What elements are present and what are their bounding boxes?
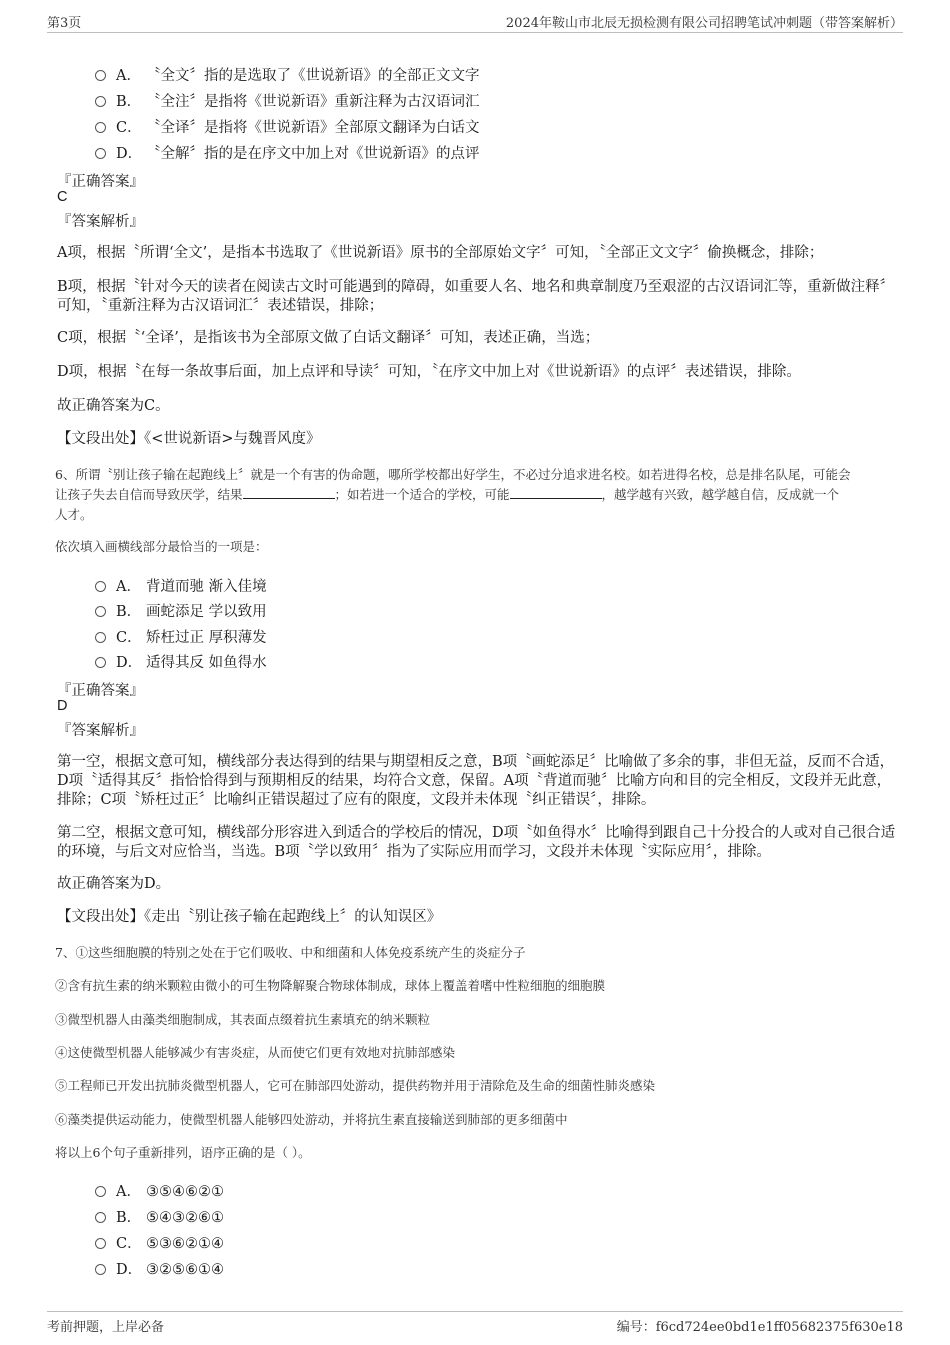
stem-text: 让孩子失去自信而导致厌学，结果: [55, 487, 243, 502]
radio-icon[interactable]: [95, 1238, 106, 1249]
radio-icon[interactable]: [95, 581, 106, 592]
stem-line: 人才。: [55, 507, 93, 522]
q6-option-c[interactable]: [95, 626, 267, 648]
option-text: 画蛇添足 学以致用: [146, 604, 267, 620]
option-letter: A．: [116, 1184, 141, 1200]
option-letter: A．: [116, 68, 141, 84]
q6-option-a[interactable]: [95, 575, 267, 597]
radio-icon[interactable]: [95, 122, 106, 133]
option-text: 矫枉过正 厚积薄发: [146, 630, 267, 646]
analysis-conclusion: 故正确答案为D。: [57, 876, 171, 892]
option-text: 〝全文〞指的是选取了《世说新语》的全部正文文字: [146, 68, 480, 84]
source-citation: 【文段出处】《走出〝别让孩子输在起跑线上〞的认知误区》: [57, 909, 442, 925]
option-letter: C．: [116, 630, 142, 646]
option-text: ⑤③⑥②①④: [146, 1236, 224, 1252]
q6-option-b[interactable]: [95, 600, 267, 622]
page-header: [47, 10, 903, 33]
option-text: ③⑤④⑥②①: [146, 1184, 224, 1200]
q7-option-a[interactable]: [95, 1180, 224, 1202]
answer-label: 『正确答案』: [57, 683, 144, 699]
option-letter: B．: [116, 94, 142, 110]
footer-slogan: 考前押题，上岸必备: [47, 1320, 165, 1335]
q7-option-d[interactable]: [95, 1258, 224, 1280]
document-id: 编号：f6cd724ee0bd1e1ff05682375f630e18: [616, 1320, 903, 1335]
analysis-paragraph: D项，根据〝在每一条故事后面，加上点评和导读〞可知，〝在序文中加上对《世说新语》的点评〞表述错误，排除。: [57, 364, 801, 380]
q7-sentence: ④这使微型机器人能够减少有害炎症，从而使它们更有效地对抗肺部感染: [55, 1045, 456, 1060]
option-letter: B．: [116, 604, 142, 620]
q6-stem: [55, 465, 905, 525]
option-text: 〝全解〞指的是在序文中加上对《世说新语》的点评: [146, 146, 480, 162]
option-letter: D．: [116, 655, 143, 671]
radio-icon[interactable]: [95, 1264, 106, 1275]
radio-icon[interactable]: [95, 606, 106, 617]
option-text: 〝全注〞是指将《世说新语》重新注释为古汉语词汇: [146, 94, 480, 110]
option-letter: C．: [116, 1236, 142, 1252]
answer-label: 『正确答案』: [57, 174, 144, 190]
analysis-paragraph: 第一空，根据文意可知，横线部分表达得到的结果与期望相反之意，B项〝画蛇添足〞比喻做了多余的事，非但无益，反而不合适，D项〝适得其反〞指恰恰得到与预期相反的结果，均符合文意，保留。A项〝背道而驰〞比喻方向和目的完全相反，文段并无此意，排除；C项〝矫枉过正〞比喻纠正错误超过了应有的限度，文段并未体现〝纠正错误〞，排除。: [57, 754, 895, 808]
q7-prompt: 将以上6个句子重新排列，语序正确的是（ ）。: [55, 1145, 311, 1160]
fill-blank: [243, 486, 335, 499]
correct-answer: C: [57, 189, 68, 205]
stem-line: 6、所谓〝别让孩子输在起跑线上〞就是一个有害的伪命题，哪所学校都出好学生，不必过分追求进名校。如若进得名校，总是排名队尾，可能会: [55, 467, 851, 482]
stem-line: [55, 485, 905, 505]
analysis-paragraph: B项，根据〝针对今天的读者在阅读古文时可能遇到的障碍，如重要人名、地名和典章制度乃至艰涩的古汉语词汇等，重新做注释〞可知，〝重新注释为古汉语词汇〞表述错误，排除；: [57, 279, 895, 314]
option-letter: D．: [116, 146, 143, 162]
fill-blank: [510, 486, 602, 499]
q5-option-d[interactable]: [95, 142, 480, 164]
analysis-paragraph: 第二空，根据文意可知，横线部分形容进入到适合的学校后的情况，D项〝如鱼得水〞比喻得到跟自己十分投合的人或对自己很合适的环境，与后文对应恰当，当选。B项〝学以致用〞指为了实际应用而学习，文段并未体现〝实际应用〞，排除。: [57, 825, 896, 860]
q7-sentence: ⑤工程师已开发出抗肺炎微型机器人，它可在肺部四处游动，提供药物并用于清除危及生命的细菌性肺炎感染: [55, 1078, 656, 1093]
radio-icon[interactable]: [95, 1212, 106, 1223]
source-citation: 【文段出处】《<世说新语>与魏晋风度》: [57, 431, 321, 447]
q5-option-c[interactable]: [95, 116, 480, 138]
correct-answer: D: [57, 698, 68, 714]
option-text: 〝全译〞是指将《世说新语》全部原文翻译为白话文: [146, 120, 480, 136]
option-letter: D．: [116, 1262, 143, 1278]
radio-icon[interactable]: [95, 657, 106, 668]
option-text: 背道而驰 渐入佳境: [146, 579, 267, 595]
q5-option-a[interactable]: [95, 64, 480, 86]
radio-icon[interactable]: [95, 148, 106, 159]
analysis-paragraph: C项，根据〝‘全译’，是指该书为全部原文做了白话文翻译〞可知，表述正确，当选；: [57, 330, 600, 346]
analysis-conclusion: 故正确答案为C。: [57, 398, 170, 414]
page-number: 第3页: [47, 16, 82, 31]
page-footer: [47, 1311, 903, 1340]
q7-option-c[interactable]: [95, 1232, 224, 1254]
analysis-label: 『答案解析』: [57, 723, 144, 739]
q7-sentence: ⑥藻类提供运动能力，使微型机器人能够四处游动，并将抗生素直接输送到肺部的更多细菌中: [55, 1112, 568, 1127]
q6-prompt: 依次填入画横线部分最恰当的一项是：: [55, 539, 268, 554]
q7-sentence: ③微型机器人由藻类细胞制成，其表面点缀着抗生素填充的纳米颗粒: [55, 1012, 431, 1027]
radio-icon[interactable]: [95, 96, 106, 107]
q6-option-d[interactable]: [95, 651, 267, 673]
stem-text: ，越学越有兴致，越学越自信，反成就一个: [601, 487, 840, 502]
option-text: ③②⑤⑥①④: [146, 1262, 224, 1278]
option-letter: A．: [116, 579, 141, 595]
q7-option-b[interactable]: [95, 1206, 224, 1228]
q7-sentence: 7、①这些细胞膜的特别之处在于它们吸收、中和细菌和人体免疫系统产生的炎症分子: [55, 945, 526, 960]
radio-icon[interactable]: [95, 70, 106, 81]
doc-title: 2024年鞍山市北辰无损检测有限公司招聘笔试冲刺题（带答案解析）: [505, 16, 903, 31]
option-text: 适得其反 如鱼得水: [146, 655, 267, 671]
analysis-label: 『答案解析』: [57, 214, 144, 230]
option-text: ⑤④③②⑥①: [146, 1210, 224, 1226]
q5-option-b[interactable]: [95, 90, 480, 112]
q7-sentence: ②含有抗生素的纳米颗粒由微小的可生物降解聚合物球体制成，球体上覆盖着嗜中性粒细胞的细胞膜: [55, 978, 606, 993]
radio-icon[interactable]: [95, 632, 106, 643]
radio-icon[interactable]: [95, 1186, 106, 1197]
option-letter: C．: [116, 120, 142, 136]
analysis-paragraph: A项，根据〝所谓‘全文’，是指本书选取了《世说新语》原书的全部原始文字〞可知，〝全部正文文字〞偷换概念，排除；: [57, 245, 824, 261]
stem-text: ；如若进一个适合的学校，可能: [334, 487, 510, 502]
option-letter: B．: [116, 1210, 142, 1226]
